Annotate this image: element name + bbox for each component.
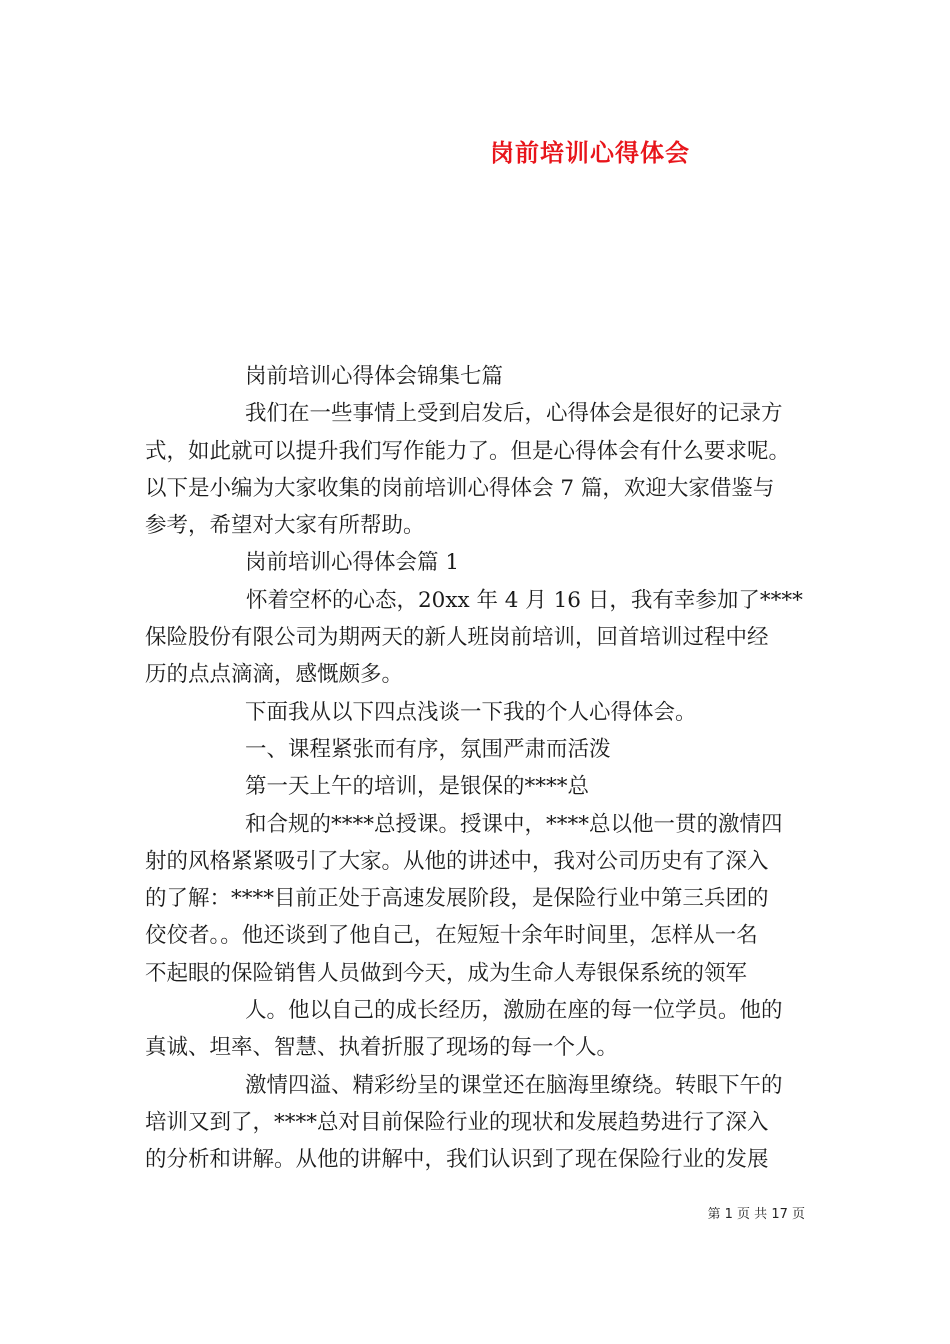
text-line: 激情四溢、精彩纷呈的课堂还在脑海里缭绕。转眼下午的: [245, 1072, 783, 1098]
text-line: 的分析和讲解。从他的讲解中，我们认识到了现在保险行业的发展: [145, 1147, 769, 1173]
text-line: 式，如此就可以提升我们写作能力了。但是心得体会有什么要求呢。: [145, 438, 791, 464]
document-title: 岗前培训心得体会: [490, 139, 690, 167]
text-line: 下面我从以下四点浅谈一下我的个人心得体会。: [245, 699, 697, 725]
text-line: 岗前培训心得体会锦集七篇: [245, 364, 504, 389]
text-line: 岗前培训心得体会篇 1: [245, 550, 460, 576]
text-line: 第一天上午的培训，是银保的****总: [245, 774, 590, 800]
text-line: 培训又到了，****总对目前保险行业的现状和发展趋势进行了深入: [145, 1109, 769, 1135]
text-line: 人。他以自己的成长经历，激励在座的每一位学员。他的: [245, 998, 783, 1024]
text-line: 以下是小编为大家收集的岗前培训心得体会 7 篇，欢迎大家借鉴与: [145, 475, 775, 501]
text-line: 怀着空杯的心态，20xx 年 4 月 16 日，我有幸参加了****: [246, 587, 803, 613]
text-line: 保险股份有限公司为期两天的新人班岗前培训，回首培训过程中经: [145, 625, 769, 651]
text-line: 不起眼的保险销售人员做到今天，成为生命人寿银保系统的领军: [145, 960, 748, 986]
text-line: 和合规的****总授课。授课中，****总以他一贯的激情四: [245, 811, 783, 837]
text-line: 的了解：****目前正处于高速发展阶段，是保险行业中第三兵团的: [145, 886, 769, 912]
text-line: 一、课程紧张而有序，氛围严肃而活泼: [245, 736, 611, 762]
page-number: 第 1 页 共 17 页: [707, 1207, 805, 1222]
text-line: 我们在一些事情上受到启发后，心得体会是很好的记录方: [245, 401, 783, 427]
text-line: 参考，希望对大家有所帮助。: [145, 513, 425, 539]
text-line: 佼佼者。。他还谈到了他自己，在短短十余年时间里，怎样从一名: [145, 923, 758, 949]
text-line: 真诚、坦率、智慧、执着折服了现场的每一个人。: [145, 1035, 619, 1061]
text-line: 射的风格紧紧吸引了大家。从他的讲述中，我对公司历史有了深入: [145, 848, 769, 874]
document-body: [145, 358, 825, 1179]
text-line: 历的点点滴滴，感慨颇多。: [145, 662, 404, 688]
